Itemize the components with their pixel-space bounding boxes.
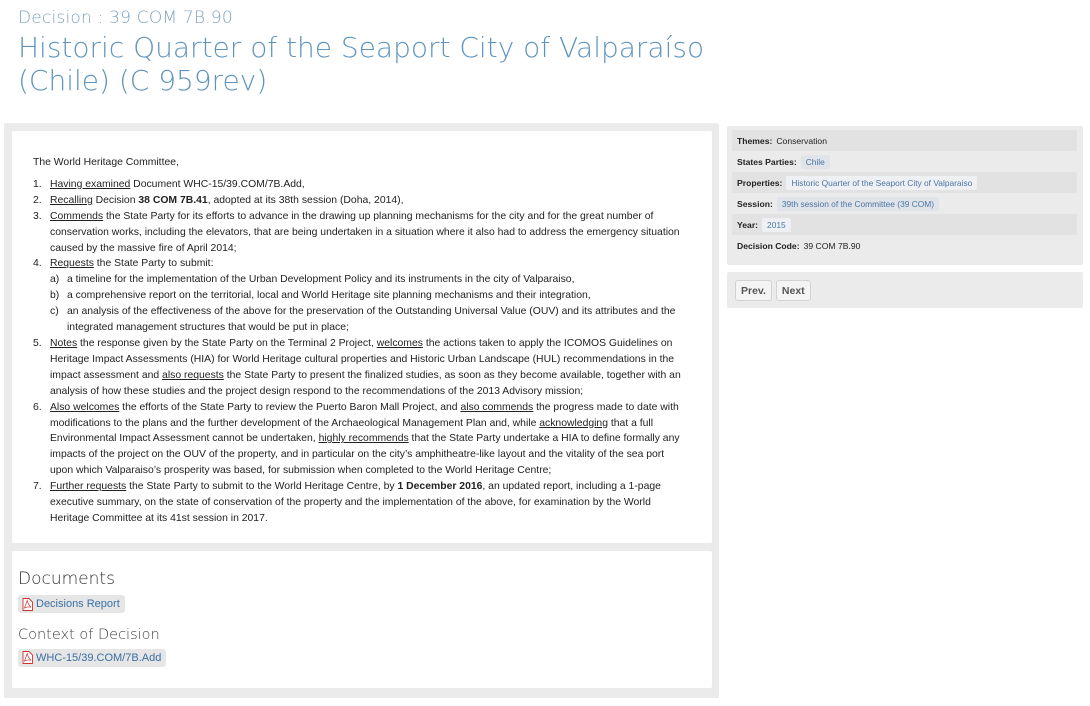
decision-text-panel [12, 131, 712, 543]
page-title [18, 31, 718, 97]
context-heading: Context of Decision [18, 626, 160, 643]
property-tag[interactable]: Historic Quarter of the Seaport City of Valparaiso [786, 176, 977, 190]
paragraph-number: 7. [33, 481, 42, 493]
sub-item-text: an analysis of the effectiveness of the above for the preservation of the Outstanding Universal Value (OUV) and its attributes and the integrated management structures that would be put in place; [67, 306, 676, 334]
pdf-icon [22, 651, 33, 664]
paragraph-text: the State Party to submit: [93, 258, 214, 270]
documents-heading: Documents [18, 569, 115, 589]
paragraph-text: the response given by the State Party on the Terminal 2 Project, [77, 337, 377, 349]
paragraph-text: Decision [92, 194, 139, 206]
page-title-line2: (Chile) (C 959rev) [18, 64, 268, 97]
decisions-report-link[interactable] [18, 595, 125, 613]
operative-verb: Notes [50, 337, 78, 349]
sub-item-label: a) [50, 274, 60, 286]
sub-item-text: a timeline for the implementation of the Urban Development Policy and its instruments in the city of Valparaiso, [67, 274, 575, 286]
paragraph-text: that a full Environmental Impact Assessment cannot be undertaken, [50, 417, 654, 445]
paragraph-2 [33, 193, 690, 209]
paragraph-text: Document WHC-15/39.COM/7B.Add, [130, 178, 305, 190]
main-column [4, 123, 719, 698]
operative-verb: Recalling [50, 194, 93, 206]
navigation-panel [727, 272, 1083, 308]
meta-key: Session: [737, 198, 773, 209]
page-header [18, 8, 718, 97]
context-document-link[interactable] [18, 649, 166, 667]
meta-key: Properties: [737, 177, 783, 188]
sub-items [50, 272, 690, 336]
deadline-date: 1 December 2016 [397, 481, 483, 493]
paragraph-number: 3. [33, 210, 42, 222]
operative-verb: Further requests [50, 481, 127, 493]
meta-session [732, 193, 1077, 214]
paragraph-6 [33, 400, 690, 480]
paragraph-text: the State Party to submit to the World Heritage Centre, by [126, 481, 398, 493]
operative-verb: highly recommends [318, 433, 409, 445]
prev-button[interactable]: Prev. [735, 280, 772, 301]
metadata-panel [727, 126, 1083, 265]
meta-key: Year: [737, 219, 759, 230]
paragraph-1 [33, 177, 690, 193]
operative-verb: Also welcomes [50, 401, 120, 413]
documents-panel [12, 551, 712, 688]
page-title-line1: Historic Quarter of the Seaport City of Valparaíso [18, 31, 705, 64]
paragraph-number: 2. [33, 194, 42, 206]
operative-verb: also requests [162, 369, 224, 381]
paragraph-text: the State Party to present the finalized studies, as soon as they become available, together with an analysis of how these studies and the project design respond to the recommendations of the 2013 Advisory mission; [50, 369, 681, 397]
operative-verb: Commends [50, 210, 104, 222]
meta-decision-code [732, 235, 1077, 256]
pdf-icon [22, 598, 33, 611]
operative-verb: acknowledging [539, 417, 608, 429]
meta-themes [732, 130, 1077, 151]
paragraph-7 [33, 479, 690, 527]
operative-verb: Requests [50, 258, 94, 270]
meta-year [732, 214, 1077, 235]
sub-item-a [50, 272, 690, 288]
operative-verb: welcomes [376, 337, 423, 349]
state-party-tag[interactable]: Chile [801, 155, 830, 169]
sidebar [727, 126, 1083, 308]
session-tag[interactable]: 39th session of the Committee (39 COM) [777, 197, 939, 211]
year-tag[interactable]: 2015 [762, 218, 791, 232]
sub-item-label: b) [50, 290, 60, 302]
sub-item-b [50, 288, 690, 304]
operative-verb: also commends [460, 401, 534, 413]
paragraph-number: 6. [33, 401, 42, 413]
decision-label: Decision : 39 COM 7B.90 [18, 8, 233, 28]
meta-value: 39 COM 7B.90 [803, 240, 861, 251]
paragraph-number: 1. [33, 178, 42, 190]
sub-item-text: a comprehensive report on the territorial, local and World Heritage site planning mechanisms and their integration, [67, 290, 591, 302]
decision-paragraphs [33, 177, 690, 527]
paragraph-text: that the State Party undertake a HIA to define formally any impacts of the project on the OUV of the property, and in particular on the city’s amphitheatre-like layout and the vitality of the sea port upon which Valparaiso’s prosperity was based, for submission when completed to the World Heritage Centre; [50, 433, 680, 477]
meta-key: Decision Code: [737, 240, 800, 251]
paragraph-text: , an updated report, including a 1-page executive summary, on the state of conservation of the property and the implementation of the above, for examination by the World Heritage Committee at its 41st session in 2017. [50, 481, 661, 524]
meta-key: States Parties: [737, 156, 797, 167]
paragraph-text: the State Party for its efforts to advance in the drawing up planning mechanisms for the city and for the great number of conservation works, including the elevators, that are being undertaken in a situation where it also had to address the emergency situation caused by the massive fire of April 2014; [50, 210, 680, 254]
decisions-report-label: Decisions Report [36, 598, 120, 610]
meta-key: Themes: [737, 135, 773, 146]
operative-verb: Having examined [50, 178, 131, 190]
meta-states-parties [732, 151, 1077, 172]
paragraph-text: , adopted at its 38th session (Doha, 2014), [207, 194, 404, 206]
paragraph-text: the actions taken to apply the ICOMOS Guidelines on Heritage Impact Assessments (HIA) for World Heritage cultural properties and Historic Urban Landscape (HUL) recommendations in the impact assessment and [50, 337, 675, 381]
sub-item-label: c) [50, 306, 59, 318]
next-button[interactable]: Next [776, 280, 811, 301]
paragraph-number: 5. [33, 337, 42, 349]
meta-properties [732, 172, 1077, 193]
paragraph-4 [33, 256, 690, 336]
meta-value: Conservation [776, 135, 827, 146]
decision-intro: The World Heritage Committee, [33, 157, 179, 168]
paragraph-5 [33, 336, 690, 400]
paragraph-number: 4. [33, 258, 42, 270]
sub-item-c [50, 304, 690, 336]
paragraph-text: the efforts of the State Party to review the Puerto Baron Mall Project, and [119, 401, 461, 413]
decision-reference: 38 COM 7B.41 [138, 194, 208, 206]
paragraph-3 [33, 209, 690, 257]
context-document-label: WHC-15/39.COM/7B.Add [36, 651, 162, 664]
paragraph-text: the progress made to date with modifications to the plans and the further development of the Archaeological Management Plan and, while [50, 401, 679, 429]
